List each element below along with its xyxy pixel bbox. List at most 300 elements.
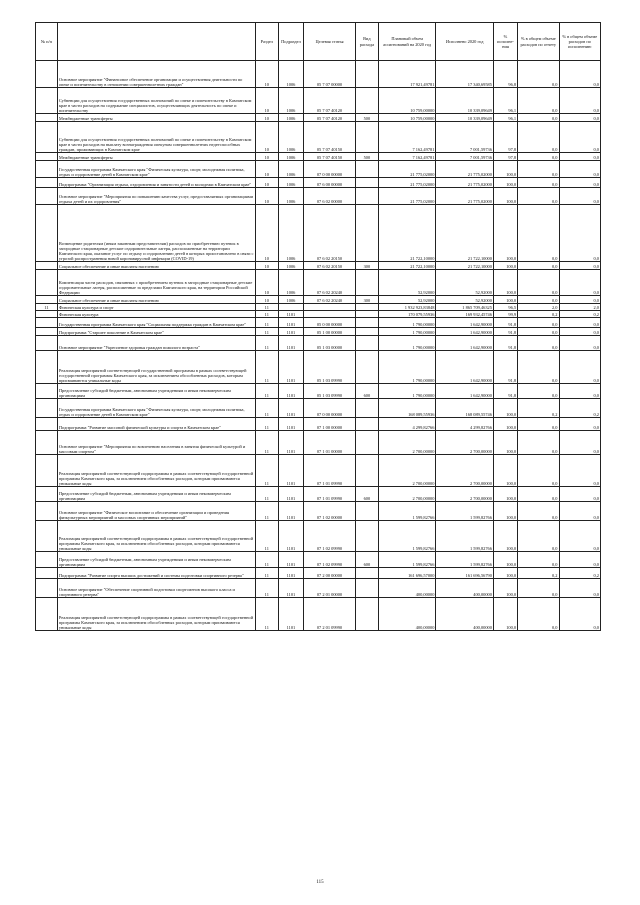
row-share-exec: 0,0 (559, 328, 600, 336)
row-planned: 161 696,57000 (378, 568, 436, 579)
row-subsection: 1006 (278, 205, 303, 262)
row-target-article: 05 7 07 40150 (304, 122, 356, 153)
row-target-article: 07 6 00 00000 (304, 178, 356, 188)
row-executed: 52,92000 (436, 296, 494, 304)
table-row (36, 114, 601, 122)
table-row (36, 502, 601, 521)
row-share-plan: 0,0 (518, 455, 559, 487)
row-expense-type: 500 (355, 153, 378, 161)
row-executed: 1 599,82766 (436, 521, 494, 552)
table-row (36, 336, 601, 351)
row-share-plan: 0,0 (518, 61, 559, 88)
row-section: 10 (255, 296, 278, 304)
table-row (36, 384, 601, 399)
row-target-article: 07 1 02 09990 (304, 521, 356, 552)
row-expense-type (355, 502, 378, 521)
row-subsection: 1006 (278, 270, 303, 296)
row-executed: 1 865 709,46325 (436, 304, 494, 311)
row-planned: 2 700,00000 (378, 487, 436, 502)
row-share-exec: 0,0 (559, 270, 600, 296)
row-target-article: 07 6 02 20150 (304, 262, 356, 270)
row-number (36, 153, 58, 161)
row-planned: 2 700,00000 (378, 455, 436, 487)
row-target-article (304, 311, 356, 318)
row-planned: 52,92000 (378, 296, 436, 304)
row-target-article: 07 0 00 00000 (304, 399, 356, 418)
row-number (36, 296, 58, 304)
table-row (36, 328, 601, 336)
row-share-plan: 0,0 (518, 205, 559, 262)
row-planned: 7 162,49781 (378, 122, 436, 153)
row-target-article: 07 2 01 09990 (304, 598, 356, 631)
row-share-plan: 0,2 (518, 399, 559, 418)
row-section: 11 (255, 521, 278, 552)
row-percent: 100,0 (493, 399, 517, 418)
row-name: Государственная программа Камчатского края "Физическая культура, спорт, молодежная политика, отдых и оздоровление детей в Камчатском крае" (57, 399, 255, 418)
row-number (36, 568, 58, 579)
row-subsection: 1101 (278, 418, 303, 431)
row-name: Основное мероприятие "Финансовое обеспечение организации и осуществления деятельности по опеке и попечительству в отношении совершеннолетних граждан" (57, 61, 255, 88)
row-percent: 99,9 (493, 311, 517, 318)
row-name: Физическая культура и спорт (57, 304, 255, 311)
row-percent: 100,0 (493, 262, 517, 270)
row-number (36, 487, 58, 502)
row-target-article: 07 6 02 20150 (304, 205, 356, 262)
row-expense-type (355, 61, 378, 88)
row-target-article: 05 1 03 09990 (304, 384, 356, 399)
table-row (36, 205, 601, 262)
row-number (36, 502, 58, 521)
row-share-exec: 2,0 (559, 304, 600, 311)
row-executed: 169 932,45746 (436, 311, 494, 318)
header-target-article: Целевая статья (304, 23, 356, 61)
header-section: Раздел (255, 23, 278, 61)
row-subsection: 1101 (278, 487, 303, 502)
row-expense-type (355, 318, 378, 328)
row-section: 11 (255, 318, 278, 328)
row-name: Основное мероприятие "Мероприятия по повышению качества услуг, предоставляемых организациями отдыха детей и их оздоровления" (57, 188, 255, 205)
row-expense-type (355, 122, 378, 153)
row-share-plan: 0,0 (518, 431, 559, 455)
row-planned: 1 790,00000 (378, 351, 436, 384)
row-share-exec: 0,0 (559, 114, 600, 122)
row-target-article: 07 6 02 20240 (304, 270, 356, 296)
row-section: 10 (255, 178, 278, 188)
row-executed: 2 700,00000 (436, 431, 494, 455)
row-expense-type (355, 418, 378, 431)
row-name: Основное мероприятие "Обеспечение спортивной подготовки спортсменов высокого класса и спортивного резерва" (57, 579, 255, 598)
row-share-exec: 0,0 (559, 296, 600, 304)
row-share-exec: 0,0 (559, 487, 600, 502)
row-executed: 1 599,82766 (436, 502, 494, 521)
row-share-exec: 0,0 (559, 418, 600, 431)
row-subsection: 1101 (278, 431, 303, 455)
row-section: 10 (255, 270, 278, 296)
row-planned: 400,00000 (378, 598, 436, 631)
row-planned: 4 299,82766 (378, 418, 436, 431)
row-share-exec: 0,0 (559, 188, 600, 205)
row-percent: 91,8 (493, 351, 517, 384)
row-subsection: 1101 (278, 328, 303, 336)
row-name: Основное мероприятие "Физическое воспитание и обеспечение организации и проведения физкультурных мероприятий и массовых спортивных мероприятий" (57, 502, 255, 521)
table-row (36, 568, 601, 579)
row-section: 11 (255, 418, 278, 431)
header-planned: Плановый объем ассигнований на 2020 год (378, 23, 436, 61)
row-share-plan: 0,0 (518, 270, 559, 296)
row-executed: 17 340,69585 (436, 61, 494, 88)
row-subsection: 1101 (278, 384, 303, 399)
row-expense-type (355, 178, 378, 188)
row-percent: 100,0 (493, 270, 517, 296)
row-share-exec: 0,2 (559, 568, 600, 579)
row-executed: 400,00000 (436, 579, 494, 598)
table-row (36, 579, 601, 598)
row-expense-type (355, 431, 378, 455)
row-expense-type (355, 188, 378, 205)
row-section: 11 (255, 384, 278, 399)
row-planned: 1 790,00000 (378, 336, 436, 351)
row-planned: 7 162,49781 (378, 153, 436, 161)
row-executed: 21 775,02000 (436, 161, 494, 178)
row-percent: 96,5 (493, 304, 517, 311)
row-expense-type (355, 351, 378, 384)
header-share-exec: % в общем объеме расходов по исполнению (559, 23, 600, 61)
row-planned: 400,00000 (378, 579, 436, 598)
row-executed: 1 642,90000 (436, 384, 494, 399)
row-percent: 97,8 (493, 122, 517, 153)
row-share-plan: 0,2 (518, 311, 559, 318)
row-expense-type (355, 399, 378, 418)
row-name: Возмещение родителям (иным законным представителям) расходов по приобретению путевок в загородные стационарные детские оздоровительные лагеря, расположенные на территории Камчатского края, оказание услуг по отдыху и оздоровлению детей в которых приостановлено в связи с угрозой распространения новой коронавирусной инфекции (COVID-19) (57, 205, 255, 262)
row-name: Предоставление субсидий бюджетным, автономным учреждениям и иным некоммерческим организациям (57, 487, 255, 502)
row-name: Реализация мероприятий соответствующей подпрограммы в рамках соответствующей государственной программы Камчатского края, за исключением обособленных расходов, которым присваиваются уникальные коды (57, 598, 255, 631)
row-number (36, 262, 58, 270)
row-section: 11 (255, 568, 278, 579)
row-subsection: 1006 (278, 114, 303, 122)
row-name: Государственная программа Камчатского края "Социальная поддержка граждан в Камчатском крае" (57, 318, 255, 328)
row-number (36, 552, 58, 568)
row-target-article: 05 0 00 00000 (304, 318, 356, 328)
row-percent: 91,8 (493, 318, 517, 328)
row-number (36, 88, 58, 114)
row-executed: 21 722,10000 (436, 262, 494, 270)
row-expense-type (355, 304, 378, 311)
row-share-plan: 0,0 (518, 598, 559, 631)
header-name (57, 23, 255, 61)
row-executed: 7 001,59736 (436, 153, 494, 161)
row-share-exec: 0,0 (559, 598, 600, 631)
row-section: 10 (255, 61, 278, 88)
row-share-exec: 0,0 (559, 336, 600, 351)
row-percent: 100,0 (493, 161, 517, 178)
row-target-article: 05 7 07 00000 (304, 61, 356, 88)
row-subsection: 1006 (278, 188, 303, 205)
row-percent: 100,0 (493, 178, 517, 188)
row-planned: 170 079,55936 (378, 311, 436, 318)
row-name: Реализация мероприятий соответствующей государственной программы в рамках соответствующей государственной программы Камчатского края, за исключением обособленных расходов, которым присваиваются уникальные коды (57, 351, 255, 384)
row-share-exec: 0,0 (559, 262, 600, 270)
row-section: 10 (255, 114, 278, 122)
row-share-exec: 0,0 (559, 455, 600, 487)
table-row (36, 431, 601, 455)
row-expense-type: 600 (355, 487, 378, 502)
table-row (36, 88, 601, 114)
row-target-article: 05 1 03 00000 (304, 336, 356, 351)
row-number: 11 (36, 304, 58, 311)
row-share-plan: 0,0 (518, 487, 559, 502)
row-target-article: 07 1 02 09990 (304, 552, 356, 568)
row-executed: 52,92000 (436, 270, 494, 296)
row-percent: 91,8 (493, 384, 517, 399)
row-section: 10 (255, 188, 278, 205)
table-row (36, 304, 601, 311)
row-number (36, 122, 58, 153)
row-number (36, 579, 58, 598)
row-share-plan: 0,0 (518, 114, 559, 122)
header-share-plan: % в общем объеме расходов по отчету (518, 23, 559, 61)
table-row (36, 61, 601, 88)
row-executed: 400,00000 (436, 598, 494, 631)
row-share-plan: 0,0 (518, 418, 559, 431)
row-expense-type: 500 (355, 114, 378, 122)
row-planned: 21 775,02000 (378, 178, 436, 188)
row-planned: 1 790,00000 (378, 318, 436, 328)
row-executed: 21 775,02000 (436, 178, 494, 188)
row-number (36, 431, 58, 455)
table-row (36, 552, 601, 568)
row-expense-type (355, 598, 378, 631)
row-share-exec: 0,0 (559, 521, 600, 552)
row-share-plan: 0,0 (518, 153, 559, 161)
row-target-article: 07 2 01 00000 (304, 579, 356, 598)
table-row (36, 318, 601, 328)
row-number (36, 328, 58, 336)
table-row (36, 161, 601, 178)
row-target-article: 07 0 00 00000 (304, 161, 356, 178)
row-percent: 91,8 (493, 336, 517, 351)
row-number (36, 384, 58, 399)
table-row (36, 351, 601, 384)
row-planned: 21 722,10000 (378, 205, 436, 262)
row-target-article (304, 304, 356, 311)
row-subsection: 1101 (278, 521, 303, 552)
table-row (36, 598, 601, 631)
row-expense-type (355, 311, 378, 318)
row-planned: 1 599,82766 (378, 502, 436, 521)
row-name: Межбюджетные трансферты (57, 153, 255, 161)
row-target-article: 07 2 00 00000 (304, 568, 356, 579)
row-name: Основное мероприятие "Мероприятия по вовлечению населения в занятия физической культурой и массовым спортом" (57, 431, 255, 455)
row-executed: 21 775,02000 (436, 188, 494, 205)
row-name: Субвенции для осуществления государственных полномочий по опеке и попечительству в Камчатском крае в части расходов на выплату вознаграждения опекунам совершеннолетних недееспособных граждан, проживающих в Камчатском крае (57, 122, 255, 153)
row-planned: 2 700,00000 (378, 431, 436, 455)
row-section: 10 (255, 153, 278, 161)
row-number (36, 318, 58, 328)
row-share-exec: 0,0 (559, 153, 600, 161)
row-executed: 7 001,59736 (436, 122, 494, 153)
row-planned: 1 790,00000 (378, 328, 436, 336)
row-share-plan: 0,2 (518, 568, 559, 579)
row-share-plan: 0,0 (518, 521, 559, 552)
row-percent: 100,0 (493, 598, 517, 631)
row-share-plan: 0,0 (518, 384, 559, 399)
row-percent: 100,0 (493, 487, 517, 502)
row-share-plan: 0,0 (518, 318, 559, 328)
row-percent: 91,8 (493, 328, 517, 336)
row-share-plan: 0,0 (518, 296, 559, 304)
row-name: Социальное обеспечение и иные выплаты населению (57, 262, 255, 270)
row-section: 11 (255, 502, 278, 521)
row-section: 11 (255, 328, 278, 336)
row-subsection: 1006 (278, 88, 303, 114)
row-section: 11 (255, 336, 278, 351)
row-planned: 21 775,02000 (378, 188, 436, 205)
row-section: 11 (255, 598, 278, 631)
row-name: Компенсация части расходов, связанных с приобретением путевок в загородные стационарные детские оздоровительные лагеря, расположенные за пределами Камчатского края, на территории Российской Федерации (57, 270, 255, 296)
row-section: 10 (255, 205, 278, 262)
row-target-article: 07 6 02 20240 (304, 296, 356, 304)
row-number (36, 399, 58, 418)
row-target-article: 05 1 00 00000 (304, 328, 356, 336)
row-section: 10 (255, 262, 278, 270)
row-share-plan: 0,0 (518, 262, 559, 270)
row-number (36, 598, 58, 631)
row-planned: 1 599,82766 (378, 521, 436, 552)
row-target-article: 07 1 00 00000 (304, 418, 356, 431)
table-row (36, 399, 601, 418)
row-executed: 161 696,56790 (436, 568, 494, 579)
row-executed: 1 642,90000 (436, 351, 494, 384)
row-number (36, 205, 58, 262)
row-share-plan: 0,0 (518, 161, 559, 178)
row-subsection: 1006 (278, 161, 303, 178)
row-subsection: 1101 (278, 502, 303, 521)
row-percent: 100,0 (493, 521, 517, 552)
row-share-plan: 0,0 (518, 579, 559, 598)
row-share-exec: 0,0 (559, 205, 600, 262)
row-share-plan: 2,0 (518, 304, 559, 311)
header-expense-type: Вид расхода (355, 23, 378, 61)
row-planned: 52,92000 (378, 270, 436, 296)
table-header-row (36, 23, 601, 61)
row-number (36, 521, 58, 552)
row-planned: 17 921,49781 (378, 61, 436, 88)
row-percent: 96,8 (493, 61, 517, 88)
row-executed: 21 722,10000 (436, 205, 494, 262)
row-share-exec: 0,0 (559, 161, 600, 178)
row-target-article: 07 1 01 09990 (304, 455, 356, 487)
table-row (36, 521, 601, 552)
row-percent: 96,1 (493, 114, 517, 122)
row-expense-type (355, 328, 378, 336)
row-percent: 100,0 (493, 502, 517, 521)
row-expense-type: 300 (355, 262, 378, 270)
row-expense-type (355, 568, 378, 579)
row-subsection: 1101 (278, 336, 303, 351)
row-share-exec: 0,2 (559, 311, 600, 318)
row-section: 11 (255, 399, 278, 418)
row-executed: 1 642,90000 (436, 336, 494, 351)
row-expense-type (355, 205, 378, 262)
row-subsection: 1101 (278, 579, 303, 598)
row-name: Субвенции для осуществления государственных полномочий по опеке и попечительству в Камчатском крае в части расходов на содержание специалистов, осуществляющих деятельность по опеке и попечительству (57, 88, 255, 114)
table-body (36, 61, 601, 631)
row-share-exec: 0,0 (559, 178, 600, 188)
row-executed: 1 642,90000 (436, 328, 494, 336)
row-expense-type (355, 455, 378, 487)
row-subsection: 1101 (278, 552, 303, 568)
table-row (36, 296, 601, 304)
row-target-article: 05 7 07 40120 (304, 114, 356, 122)
row-subsection: 1006 (278, 178, 303, 188)
header-percent: % исполне-ния (493, 23, 517, 61)
row-planned: 21 775,02000 (378, 161, 436, 178)
row-number (36, 455, 58, 487)
row-number (36, 418, 58, 431)
row-number (36, 188, 58, 205)
row-section: 11 (255, 455, 278, 487)
row-percent: 100,0 (493, 418, 517, 431)
row-executed: 10 339,09649 (436, 88, 494, 114)
row-executed: 1 642,90000 (436, 318, 494, 328)
table-row (36, 188, 601, 205)
row-planned: 21 722,10000 (378, 262, 436, 270)
row-subsection: 1101 (278, 598, 303, 631)
row-expense-type: 300 (355, 296, 378, 304)
row-section: 11 (255, 311, 278, 318)
row-target-article: 07 6 02 00000 (304, 188, 356, 205)
row-target-article: 07 1 01 09990 (304, 487, 356, 502)
row-planned: 10 759,00000 (378, 88, 436, 114)
row-target-article: 05 1 03 09990 (304, 351, 356, 384)
row-name: Подпрограмма "Старшее поколение в Камчатском крае" (57, 328, 255, 336)
row-name: Социальное обеспечение и иные выплаты населению (57, 296, 255, 304)
row-planned: 1 932 923,83848 (378, 304, 436, 311)
row-executed: 168 089,55746 (436, 399, 494, 418)
row-expense-type (355, 336, 378, 351)
row-planned: 168 089,55936 (378, 399, 436, 418)
row-share-exec: 0,0 (559, 431, 600, 455)
row-number (36, 336, 58, 351)
row-share-plan: 0,0 (518, 328, 559, 336)
budget-table (35, 22, 601, 631)
row-executed: 4 299,82766 (436, 418, 494, 431)
row-share-exec: 0,0 (559, 122, 600, 153)
row-subsection: 1006 (278, 296, 303, 304)
row-percent: 100,0 (493, 579, 517, 598)
page-number: 115 (316, 880, 324, 885)
row-share-plan: 0,0 (518, 336, 559, 351)
row-target-article: 07 1 01 00000 (304, 431, 356, 455)
row-number (36, 178, 58, 188)
row-subsection: 1006 (278, 153, 303, 161)
table-row (36, 311, 601, 318)
row-subsection: 1006 (278, 61, 303, 88)
row-number (36, 311, 58, 318)
row-section: 11 (255, 304, 278, 311)
row-percent: 100,0 (493, 552, 517, 568)
row-section: 11 (255, 487, 278, 502)
row-section: 11 (255, 351, 278, 384)
row-subsection: 1006 (278, 122, 303, 153)
row-section: 10 (255, 161, 278, 178)
row-share-exec: 0,0 (559, 318, 600, 328)
row-subsection: 1101 (278, 351, 303, 384)
header-number: № п/п (36, 23, 58, 61)
row-section: 11 (255, 579, 278, 598)
row-section: 11 (255, 552, 278, 568)
row-executed: 10 339,09649 (436, 114, 494, 122)
